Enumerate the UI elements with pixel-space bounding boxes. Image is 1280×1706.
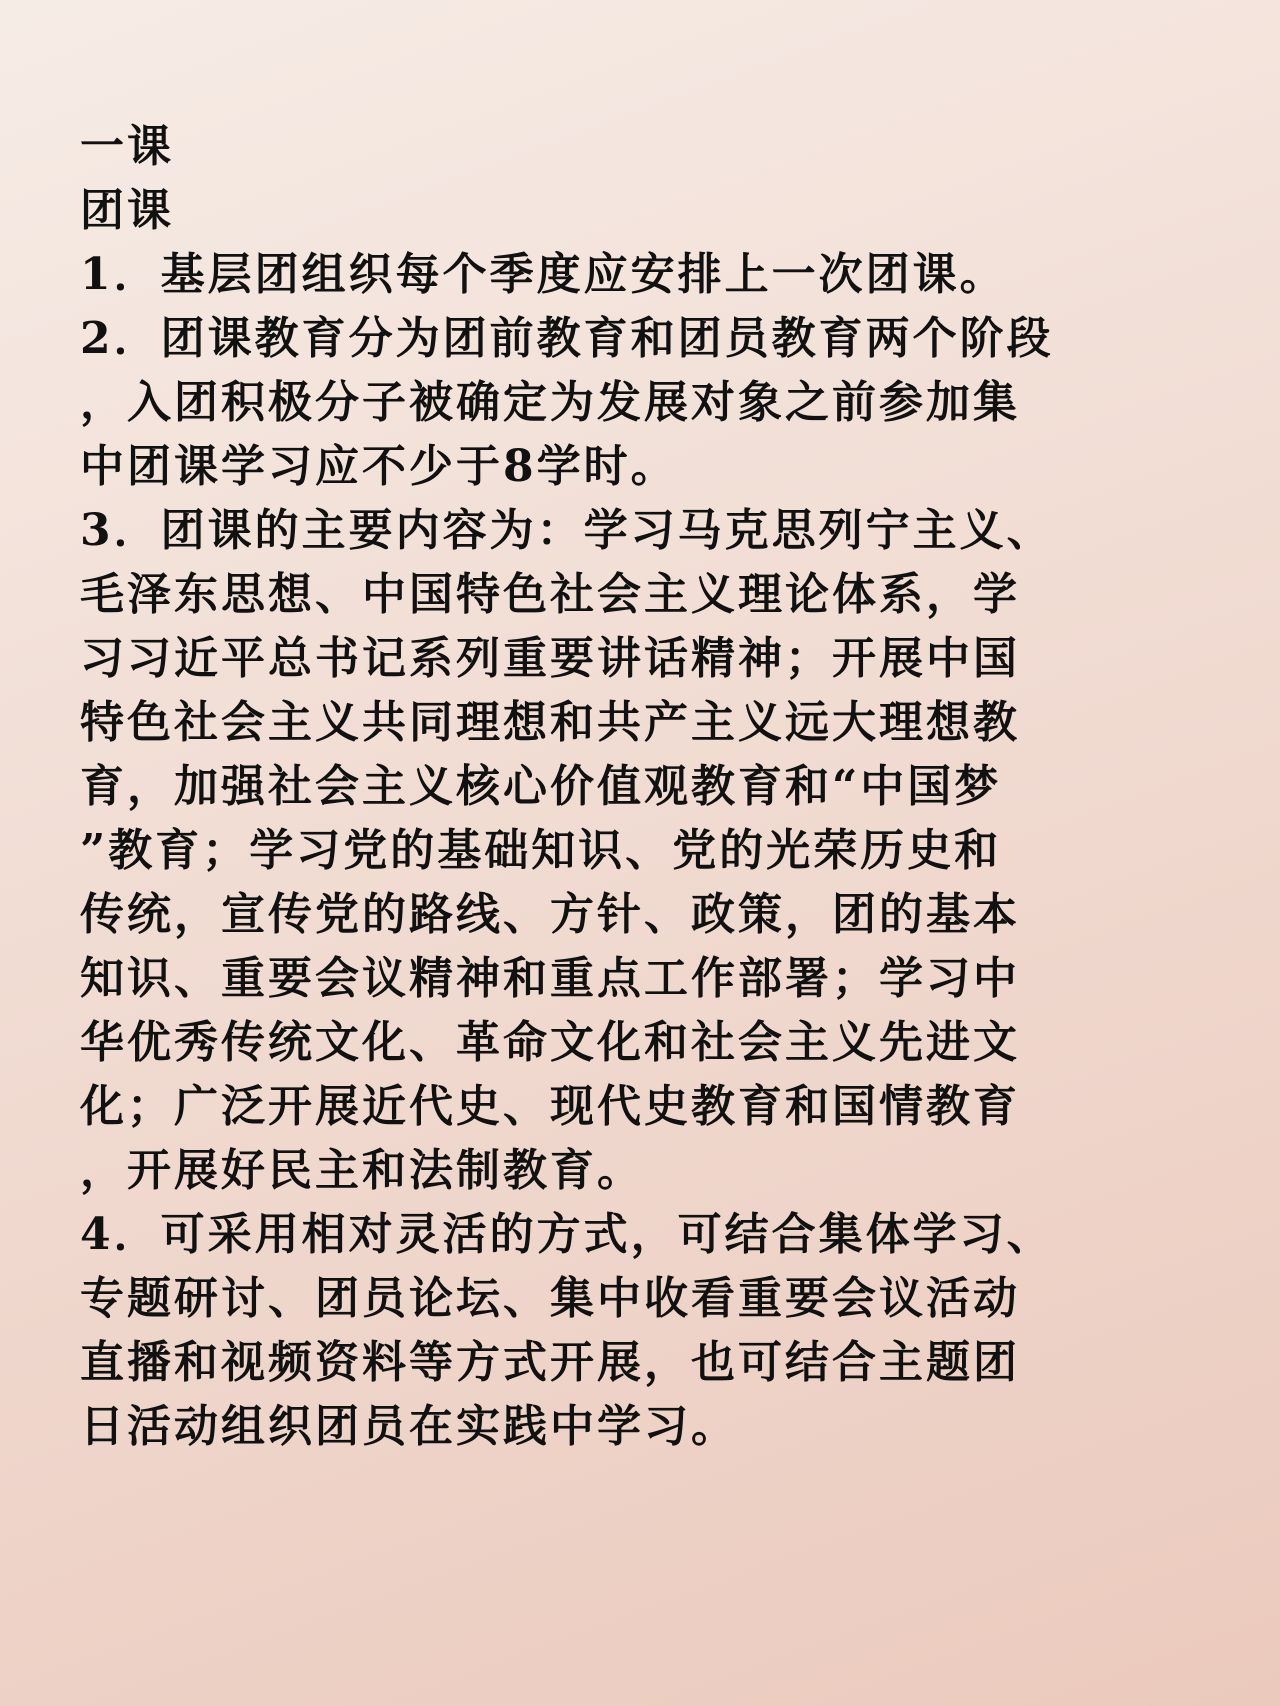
text-line: 2．团课教育分为团前教育和团员教育两个阶段 <box>80 313 1054 364</box>
text-line: 4．可采用相对灵活的方式，可结合集体学习、 <box>80 1209 1054 1260</box>
text-line: 习习近平总书记系列重要讲话精神；开展中国 <box>80 633 1020 684</box>
text-line: 育，加强社会主义核心价值观教育和“中国梦 <box>80 761 1002 812</box>
text-line: ，入团积极分子被确定为发展对象之前参加集 <box>80 377 1020 428</box>
text-line: 3．团课的主要内容为：学习马克思列宁主义、 <box>80 505 1054 556</box>
text-line: ，开展好民主和法制教育。 <box>80 1145 644 1196</box>
text-line: 传统，宣传党的路线、方针、政策，团的基本 <box>80 889 1020 940</box>
text-line: 华优秀传统文化、革命文化和社会主义先进文 <box>80 1017 1020 1068</box>
heading-line: 团课 <box>80 185 174 236</box>
text-line: 专题研讨、团员论坛、集中收看重要会议活动 <box>80 1273 1020 1324</box>
text-line: 化；广泛开展近代史、现代史教育和国情教育 <box>80 1081 1020 1132</box>
text-line: 知识、重要会议精神和重点工作部署；学习中 <box>80 953 1020 1004</box>
text-line: 毛泽东思想、中国特色社会主义理论体系，学 <box>80 569 1020 620</box>
text-line: 直播和视频资料等方式开展，也可结合主题团 <box>80 1337 1020 1388</box>
text-line: 中团课学习应不少于8学时。 <box>80 441 678 492</box>
text-line: 特色社会主义共同理想和共产主义远大理想教 <box>80 697 1020 748</box>
text-line: ”教育；学习党的基础知识、党的光荣历史和 <box>80 825 1002 876</box>
document-text <box>80 115 1210 1459</box>
text-line: 日活动组织团员在实践中学习。 <box>80 1401 738 1452</box>
heading-line: 一课 <box>80 121 174 172</box>
text-line: 1．基层团组织每个季度应安排上一次团课。 <box>80 249 1007 300</box>
